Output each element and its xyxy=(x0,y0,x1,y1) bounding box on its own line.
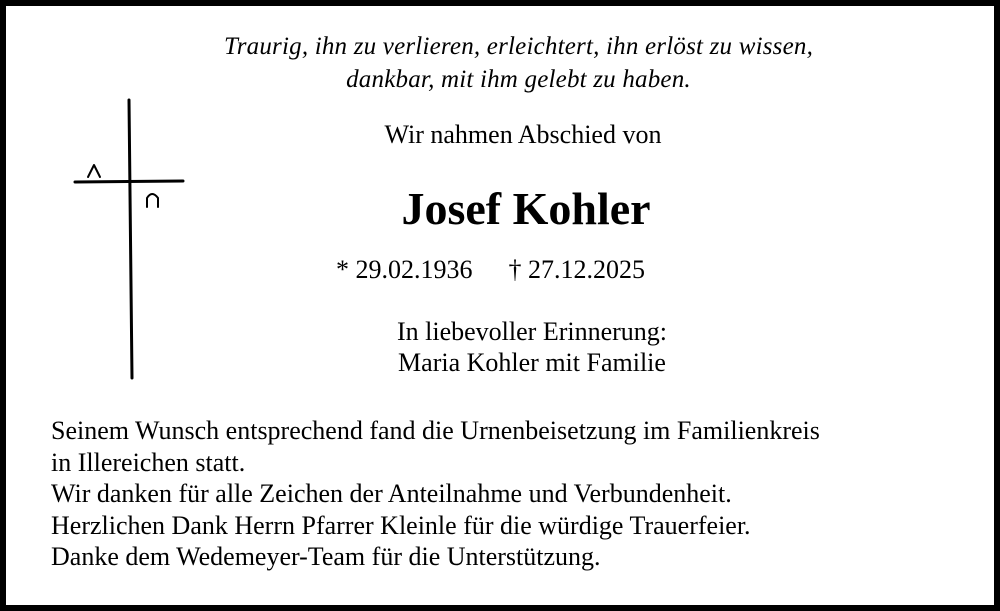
thanks-paragraph xyxy=(51,415,991,573)
birth-date: * 29.02.1936 xyxy=(336,255,473,284)
body-line-1: Seinem Wunsch entsprechend fand die Urnenbeisetzung im Familienkreis xyxy=(51,416,820,445)
death-date: † 27.12.2025 xyxy=(508,255,645,284)
remembrance-block xyxy=(6,316,1000,378)
deceased-name: Josef Kohler xyxy=(401,183,651,234)
remembrance-line-1: In liebevoller Erinnerung: xyxy=(396,317,668,346)
life-dates xyxy=(336,254,645,286)
motto-line-1: Traurig, ihn zu verlieren, erleichtert, ihn erlöst zu wissen, xyxy=(223,33,814,60)
body-line-5: Danke dem Wedemeyer-Team für die Unterstützung. xyxy=(51,542,601,571)
body-line-4: Herzlichen Dank Herrn Pfarrer Kleinle für die würdige Trauerfeier. xyxy=(51,510,751,540)
motto-verse xyxy=(6,30,1000,96)
remembrance-line-2: Maria Kohler mit Familie xyxy=(398,348,666,377)
alpha-letter xyxy=(88,165,100,177)
motto-line-2: dankbar, mit ihm gelebt zu haben. xyxy=(346,66,691,93)
body-line-3: Wir danken für alle Zeichen der Anteilnahme und Verbundenheit. xyxy=(51,479,732,508)
body-line-2: in Illereichen statt. xyxy=(51,447,246,477)
intro-text: Wir nahmen Abschied von xyxy=(384,120,662,149)
